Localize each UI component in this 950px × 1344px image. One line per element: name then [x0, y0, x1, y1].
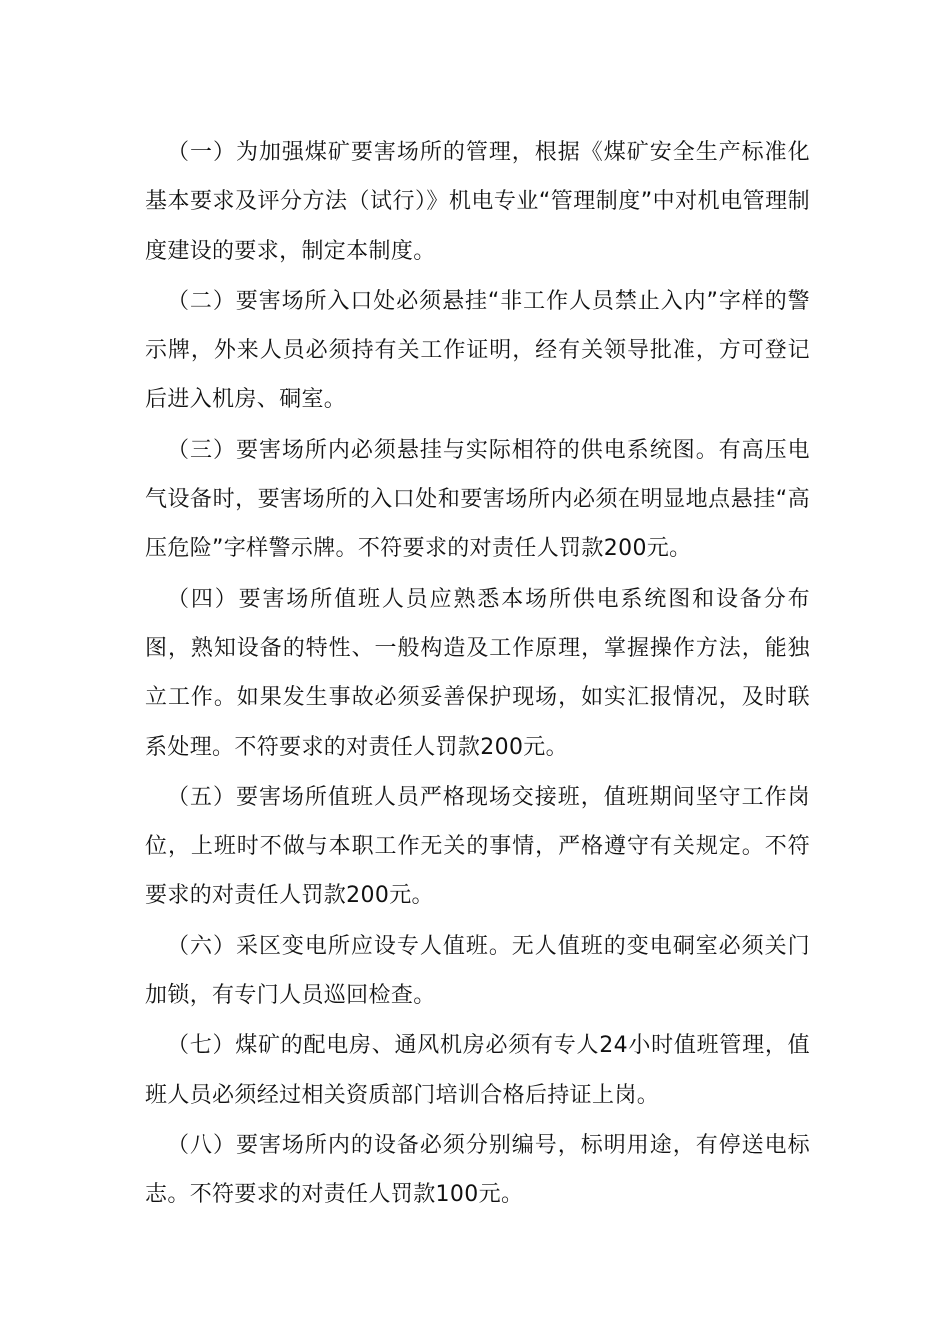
paragraph-7: （七）煤矿的配电房、通风机房必须有专人24小时值班管理，值班人员必须经过相关资质部门培训合格后持证上岗。 [145, 1033, 810, 1108]
paragraph-3: （三）要害场所内必须悬挂与实际相符的供电系统图。有高压电气设备时，要害场所的入口处和要害场所内必须在明显地点悬挂“高压危险”字样警示牌。不符要求的对责任人罚款200元。 [145, 437, 810, 562]
paragraph-6: （六）采区变电所应设专人值班。无人值班的变电硐室必须关门加锁，有专门人员巡回检查。 [145, 933, 810, 1009]
document-body [145, 128, 810, 1221]
paragraph-1: （一）为加强煤矿要害场所的管理，根据《煤矿安全生产标准化基本要求及评分方法（试行）》机电专业“管理制度”中对机电管理制度建设的要求，制定本制度。 [145, 140, 810, 264]
paragraph-8: （八）要害场所内的设备必须分别编号，标明用途，有停送电标志。不符要求的对责任人罚款100元。 [145, 1132, 810, 1208]
paragraph-4: （四）要害场所值班人员应熟悉本场所供电系统图和设备分布图，熟知设备的特性、一般构造及工作原理，掌握操作方法，能独立工作。如果发生事故必须妥善保护现场，如实汇报情况，及时联系处理。不符要求的对责任人罚款200元。 [145, 586, 810, 760]
paragraph-5: （五）要害场所值班人员严格现场交接班，值班期间坚守工作岗位，上班时不做与本职工作无关的事情，严格遵守有关规定。不符要求的对责任人罚款200元。 [145, 784, 810, 909]
paragraph-2: （二）要害场所入口处必须悬挂“非工作人员禁止入内”字样的警示牌，外来人员必须持有关工作证明，经有关领导批准，方可登记后进入机房、硐室。 [145, 288, 810, 413]
